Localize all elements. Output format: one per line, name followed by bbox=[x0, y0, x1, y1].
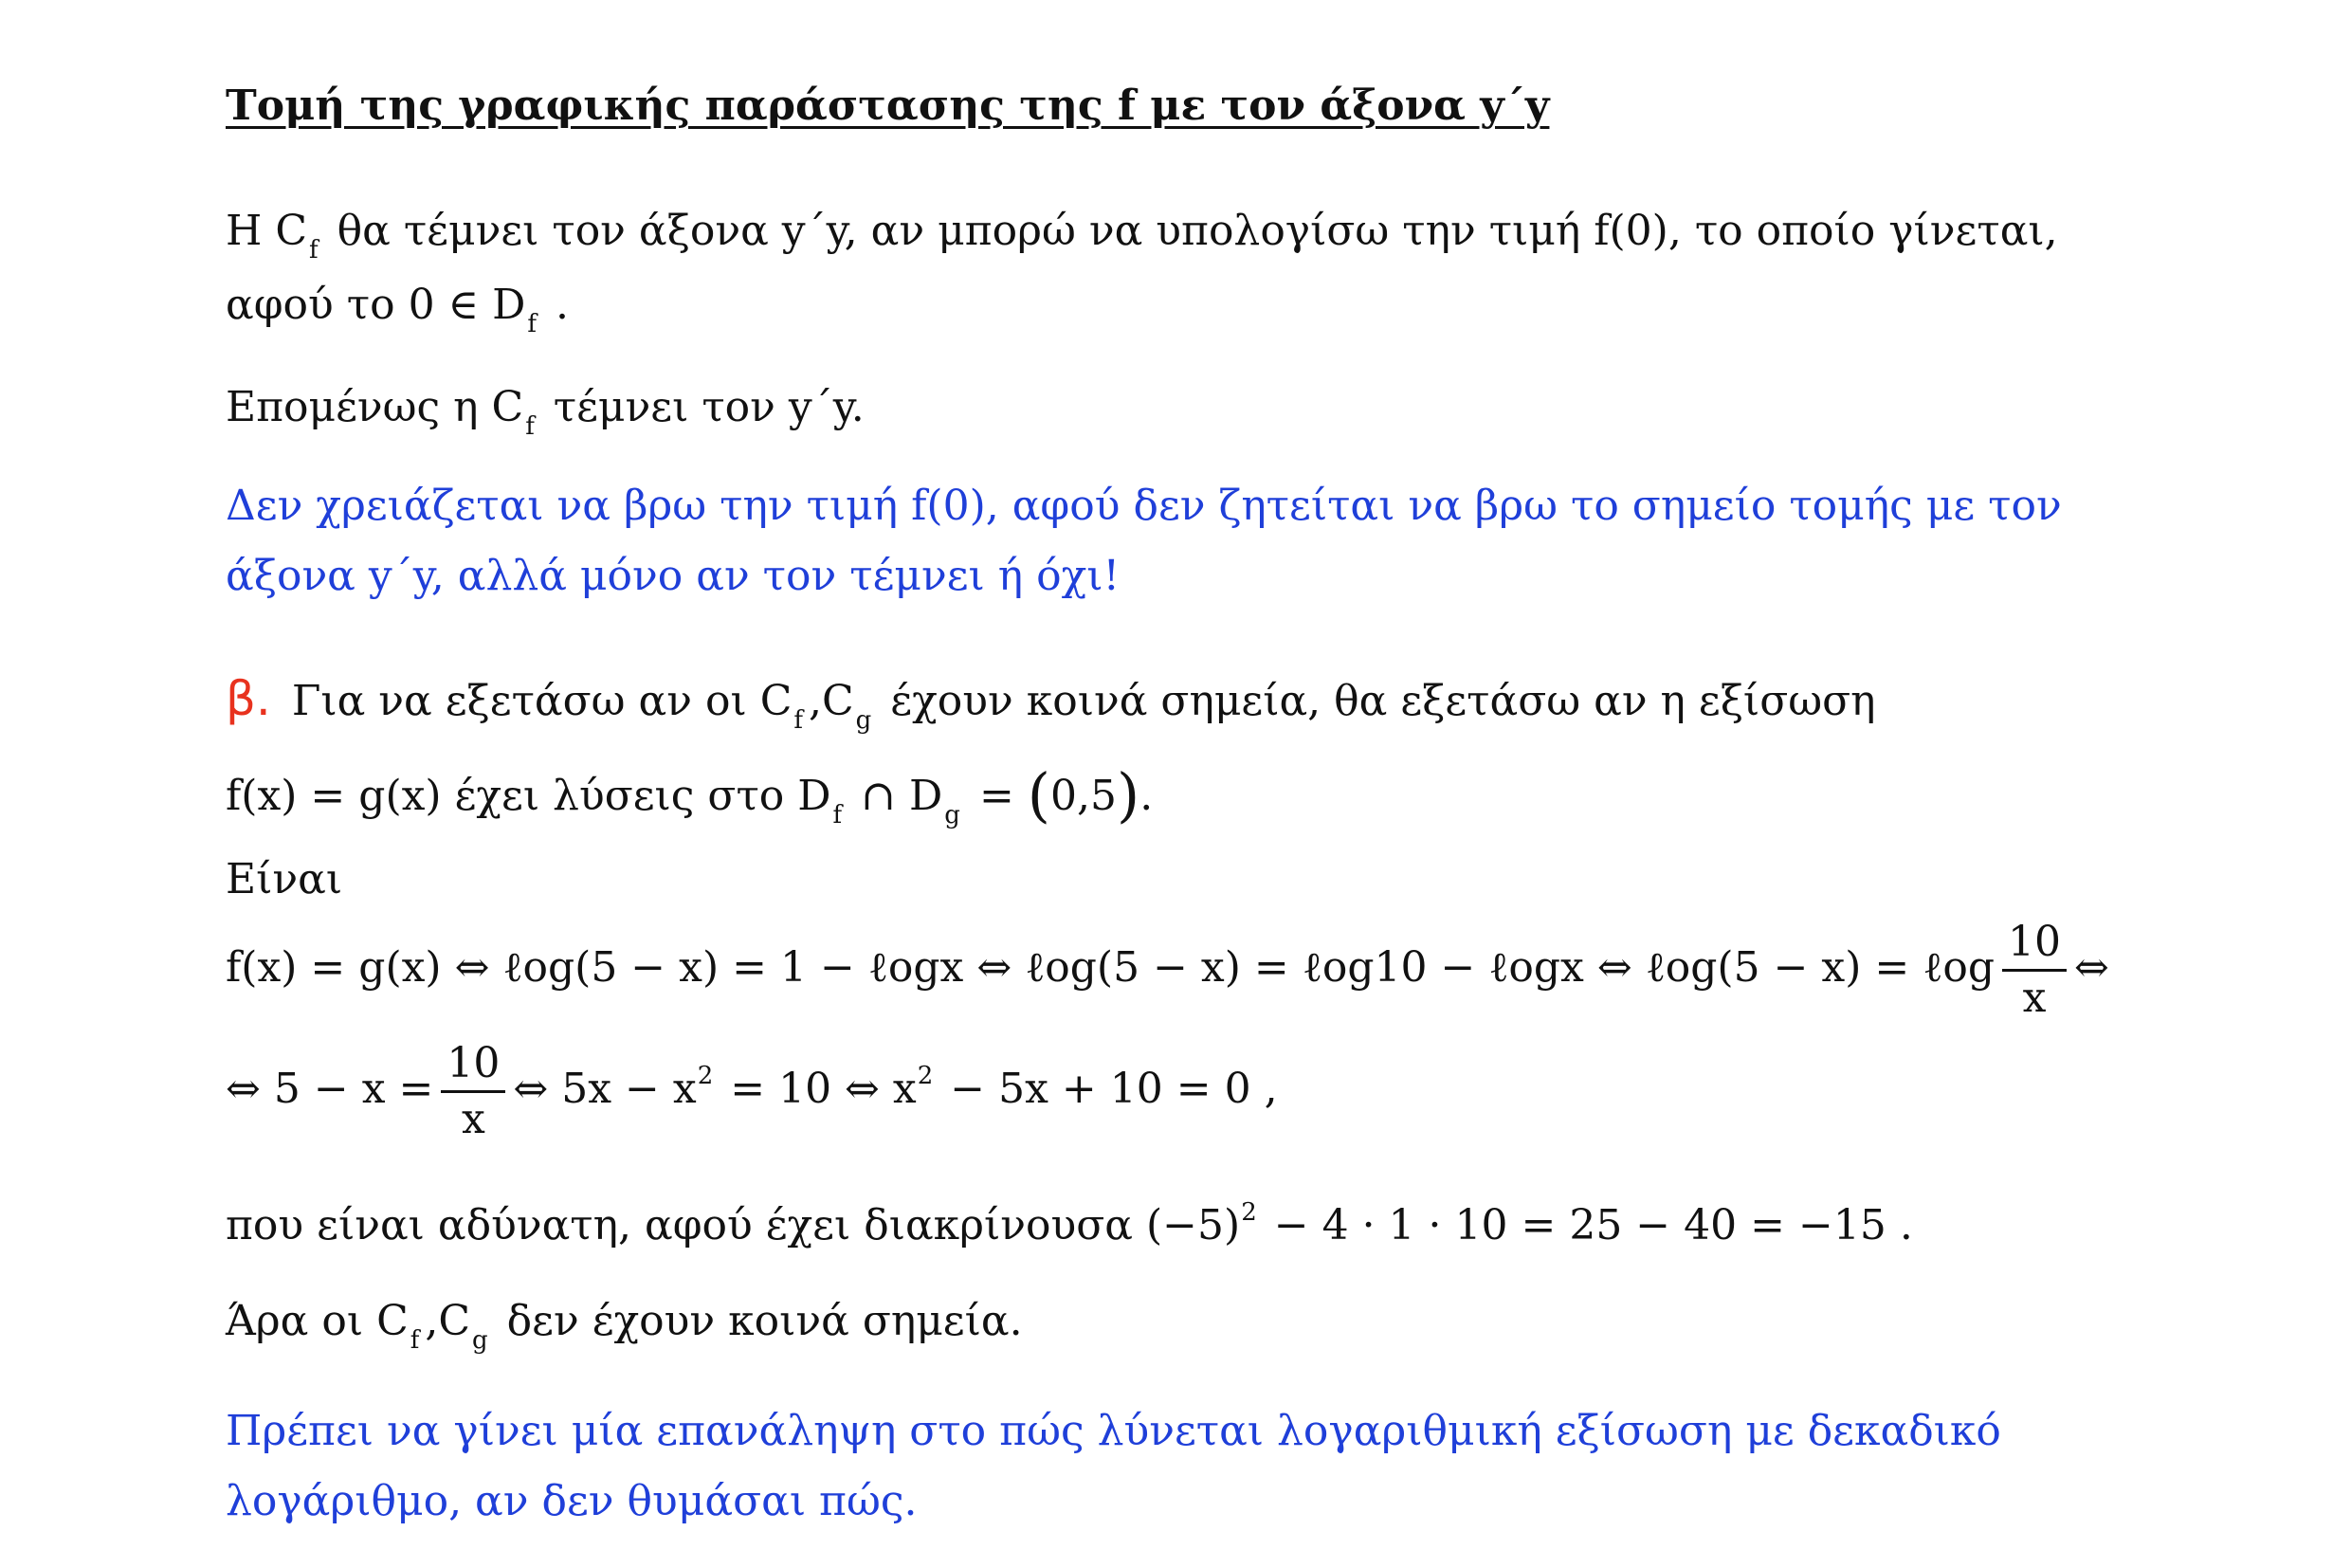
text-segment: = 10 ⇔ x bbox=[717, 1065, 917, 1113]
text-segment: τέμνει τον y΄y. bbox=[539, 383, 865, 431]
subscript: f bbox=[527, 310, 538, 338]
subscript: f bbox=[309, 236, 319, 264]
conclusion-line bbox=[226, 1297, 1023, 1355]
text-segment: − 4 · 1 · 10 = 25 − 40 = −15 . bbox=[1260, 1201, 1913, 1249]
subscript: f bbox=[410, 1326, 420, 1355]
text-segment: f(x) = g(x) ⇔ ℓog(5 − x) = 1 − ℓogx ⇔ ℓog(5 − x) = ℓog10 − ℓogx ⇔ ℓog(5 − x) = ℓog bbox=[226, 943, 1995, 992]
subscript: g bbox=[472, 1326, 488, 1355]
note-line1: Δεν χρειάζεται να βρω την τιμή f(0), αφού δεν ζητείται να βρω το σημείο τομής με τον bbox=[226, 482, 2062, 530]
note-line2: άξονα y΄y, αλλά μόνο αν τον τέμνει ή όχι! bbox=[226, 552, 1121, 600]
text-segment: Η C bbox=[226, 207, 308, 255]
discriminant-line bbox=[226, 1200, 1913, 1247]
text-segment: . bbox=[542, 281, 569, 329]
subscript: f bbox=[793, 706, 803, 735]
superscript: 2 bbox=[1241, 1198, 1257, 1227]
note2-line2: λογάριθμο, αν δεν θυμάσαι πώς. bbox=[226, 1477, 918, 1525]
note2-line1: Πρέπει να γίνει μία επανάληψη στο πώς λύνεται λογαριθμική εξίσωση με δεκαδικό bbox=[226, 1407, 2001, 1455]
text-segment: . bbox=[1139, 772, 1154, 820]
text-segment: f(x) = g(x) έχει λύσεις στο D bbox=[226, 772, 831, 820]
part-marker: β. bbox=[226, 671, 271, 726]
interval-value: 0,5 bbox=[1050, 772, 1117, 820]
text-segment: ⇔ bbox=[2073, 943, 2109, 992]
text-segment: − 5x + 10 = 0 , bbox=[937, 1065, 1278, 1113]
paragraph-intersection-line2 bbox=[226, 281, 569, 338]
text-segment: ,C bbox=[425, 1297, 471, 1345]
fraction bbox=[2002, 918, 2067, 1022]
fraction-numerator: 10 bbox=[2002, 921, 2067, 972]
text-segment: έχουν κοινά σημεία, θα εξετάσω αν η εξίσωση bbox=[877, 677, 1876, 725]
fraction-denominator: x bbox=[461, 1095, 485, 1143]
text-segment: Για να εξετάσω αν οι C bbox=[291, 677, 793, 725]
paragraph-therefore bbox=[226, 383, 865, 441]
close-paren: ) bbox=[1116, 760, 1140, 830]
subscript: f bbox=[525, 412, 535, 441]
subscript: f bbox=[832, 801, 843, 830]
equation-chain-1 bbox=[226, 918, 2109, 1022]
text-segment: ⇔ 5 − x = bbox=[226, 1065, 434, 1113]
section-heading: Τομή της γραφικής παράστασης της f με τον άξονα y΄y bbox=[226, 82, 1550, 130]
text-segment: δεν έχουν κοινά σημεία. bbox=[493, 1297, 1023, 1345]
superscript: 2 bbox=[917, 1062, 934, 1090]
equation-chain-2 bbox=[226, 1039, 1278, 1143]
text-segment: θα τέμνει τον άξονα y΄y, αν μπορώ να υπολογίσω την τιμή f(0), το οποίο γίνεται, bbox=[323, 207, 2058, 255]
subscript: g bbox=[944, 801, 960, 830]
superscript: 2 bbox=[697, 1062, 714, 1090]
text-segment: Επομένως η C bbox=[226, 383, 524, 431]
part-b-line bbox=[226, 671, 1876, 735]
fraction-numerator: 10 bbox=[441, 1043, 505, 1093]
text-segment: ∩ D bbox=[847, 772, 943, 820]
fraction-denominator: x bbox=[2022, 974, 2047, 1022]
subscript: g bbox=[855, 706, 872, 735]
text-segment: Άρα οι C bbox=[226, 1297, 409, 1345]
text-segment: που είναι αδύνατη, αφού έχει διακρίνουσα (−5) bbox=[226, 1201, 1241, 1249]
paragraph-intersection-line1 bbox=[226, 207, 2058, 264]
einai-label: Είναι bbox=[226, 855, 343, 903]
fraction bbox=[441, 1039, 505, 1143]
text-segment: = bbox=[965, 772, 1028, 820]
text-segment: αφού το 0 ∈ D bbox=[226, 281, 526, 329]
open-paren: ( bbox=[1027, 760, 1050, 830]
equation-domain-line bbox=[226, 760, 1154, 830]
text-segment: ⇔ 5x − x bbox=[513, 1065, 697, 1113]
text-segment: ,C bbox=[809, 677, 854, 725]
